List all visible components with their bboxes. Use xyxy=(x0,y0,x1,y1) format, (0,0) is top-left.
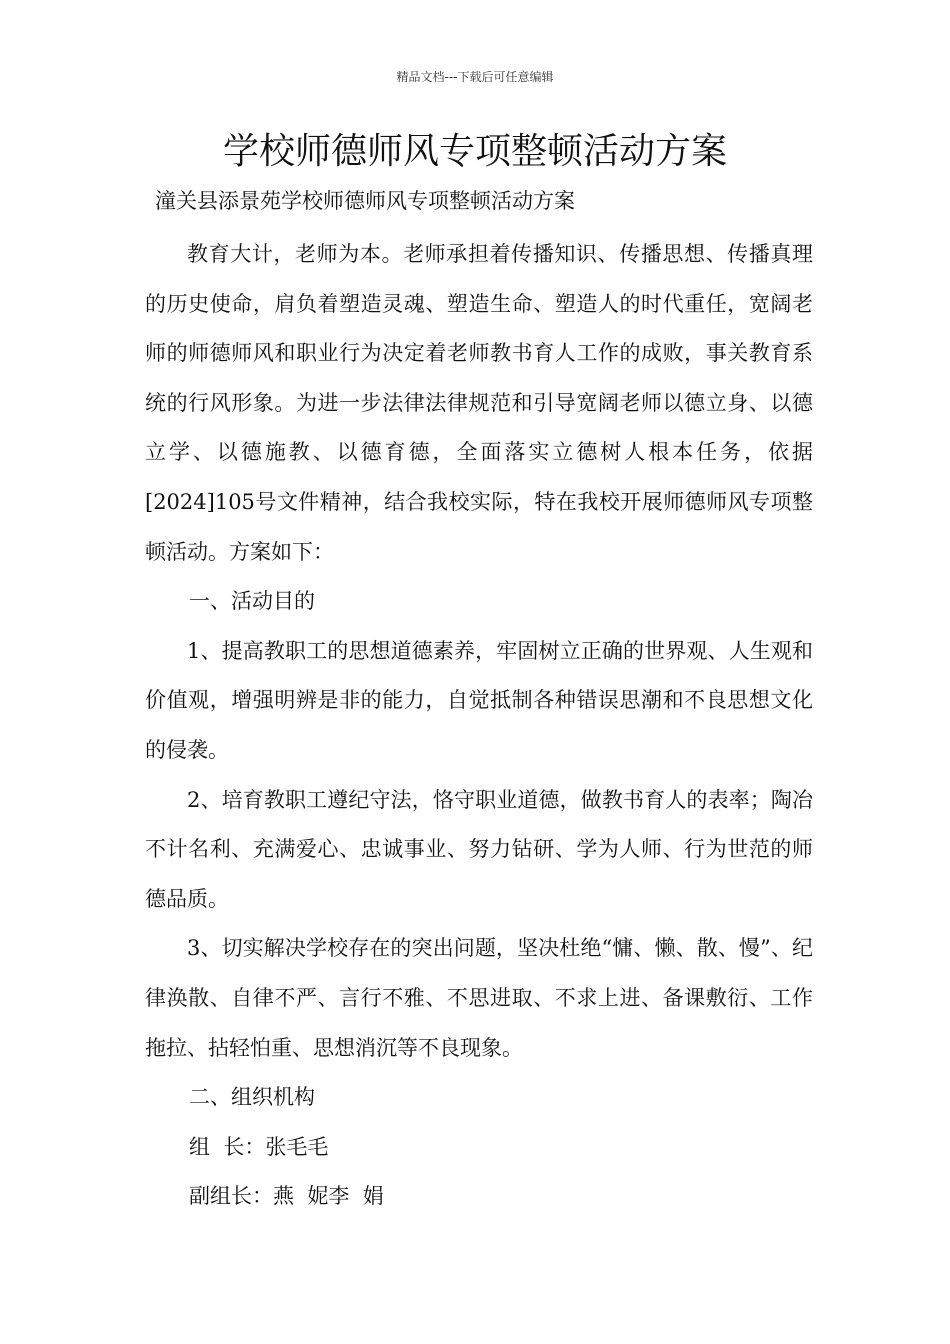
purpose-item-1: 1、提高教职工的思想道德素养，牢固树立正确的世界观、人生观和价值观，增强明辨是非的能力，自觉抵制各种错误思潮和不良思想文化的侵袭。 xyxy=(145,638,813,762)
purpose-item-2: 2、培育教职工遵纪守法，恪守职业道德，做教书育人的表率；陶冶不计名利、充满爱心、忠诚事业、努力钻研、学为人师、行为世范的师德品质。 xyxy=(145,787,813,911)
section-heading-organization: 二、组织机构 xyxy=(189,1085,315,1110)
document-subtitle: 潼关县添景苑学校师德师风专项整顿活动方案 xyxy=(155,189,575,213)
section-heading-purpose: 一、活动目的 xyxy=(189,589,315,614)
header-note: 精品文档---下载后可任意编辑 xyxy=(396,70,554,84)
document-body xyxy=(145,230,813,1222)
organization-leader: 组 长：张毛毛 xyxy=(189,1134,329,1159)
purpose-item-3: 3、切实解决学校存在的突出问题，坚决杜绝“慵、懒、散、慢”、纪律涣散、自律不严、言行不雅、不思进取、不求上进、备课敷衍、工作拖拉、拈轻怕重、思想消沉等不良现象。 xyxy=(145,936,813,1060)
intro-paragraph: 教育大计，老师为本。老师承担着传播知识、传播思想、传播真理的历史使命，肩负着塑造灵魂、塑造生命、塑造人的时代重任，宽阔老师的师德师风和职业行为决定着老师教书育人工作的成败，事关教育系统的行风形象。为进一步法律法律规范和引导宽阔老师以德立身、以德立学、以德施教、以德育德，全面落实立德树人根本任务，依据[2024]105号文件精神，结合我校实际，特在我校开展师德师风专项整顿活动。方案如下： xyxy=(145,242,813,564)
organization-deputy-leader: 副组长：燕 妮李 娟 xyxy=(189,1184,384,1209)
document-title: 学校师德师风专项整顿活动方案 xyxy=(222,131,727,172)
